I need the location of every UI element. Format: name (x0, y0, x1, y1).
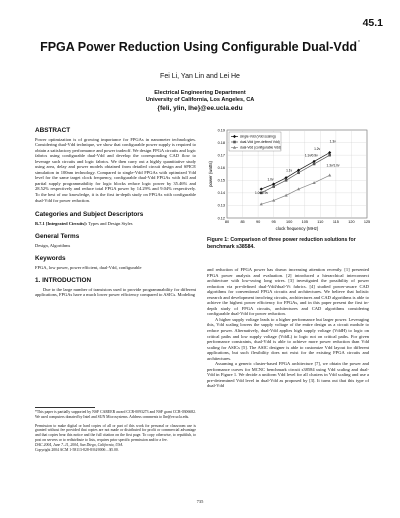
right-paragraph-2: A higher supply voltage leads to a higher performance but larger power. Leveraging this, Vdd scaling lowers the supply voltage of the entire design as a circuit module to reduce power. Alternatively, dual-Vdd applies high supply voltage (VddH) to logic on critical paths and low supply voltage (VddL) to logic not on critical paths. For given performance constraints, dual-Vdd is able to achieve more power reduction than Vdd scaling for ASICs [5]. The ASIC designer is able to customize Vdd layout for different applications, but such flexibility does not exist for the existing FPGA circuits and architectures. (207, 316, 369, 361)
point-annotation: 1.0v/0.9v (255, 191, 268, 196)
x-tick-label: 95 (271, 220, 276, 224)
y-tick-label: 0.13 (217, 203, 225, 208)
abstract-body: Power optimization is of growing importance for FPGAs in nanometer technologies. Considering dual-Vdd technique, we show that configurable power supply is required to obtain a satisfactory performance and power tradeoff. We design FPGA circuits and logic fabrics using configurable dual-Vdd and develop the corresponding CAD flow to leverage such circuits and logic fabrics. We then carry out a highly quantitative study using area, delay and power models obtained from detailed circuit design and SPICE simulation in 100nm technology. Compared to single-Vdd FPGAs with optimized Vdd level for the same target clock frequency, configurable dual-Vdd FPGAs with full and partial supply programmability for logic blocks reduce logic power by 35.46% and 28.52% respectively and reduce total FPGA power by 14.29% and 9.04% respectively. To the best of our knowledge, it is the first in-depth study on FPGAs with configurable dual-Vdd for power reduction. (35, 136, 196, 203)
y-tick-label: 0.16 (217, 166, 225, 171)
legend-label: single-Vdd (Vdd scaling) (240, 134, 276, 139)
x-tick-label: 85 (240, 220, 245, 224)
categories-body (35, 221, 196, 227)
categories-code: B.7.1 [Integrated Circuits]: (35, 220, 88, 226)
data-point (297, 171, 300, 174)
left-column (35, 128, 196, 298)
page-number: 735 (196, 499, 204, 504)
data-point (285, 179, 288, 182)
point-annotation: 1.0v (267, 177, 274, 182)
point-annotation: 1.1v (286, 168, 293, 173)
x-tick-label: 90 (255, 220, 261, 224)
conference-info: DAC 2004, June 7–11, 2004, San Diego, California, USA. (35, 442, 124, 447)
paper-title (0, 40, 400, 54)
y-tick-labels (218, 128, 225, 220)
keywords-heading: Keywords (35, 255, 66, 263)
terms-body: Design, Algorithms (35, 242, 71, 248)
introduction-body: Due to the large number of transistors used to provide programmability for different applications, FPGAs have a much lower power efficiency compared to ASICs. Modeling (35, 286, 196, 298)
title-text: FPGA Power Reduction Using Configurable Dual-Vdd (40, 40, 357, 54)
footnote-rule (35, 407, 95, 408)
footnotes (35, 410, 196, 452)
x-axis-label: clock frequency (MHz) (275, 226, 319, 231)
x-tick-label: 120 (348, 220, 355, 224)
data-point (328, 154, 331, 157)
right-column (207, 267, 369, 389)
chart-legend (229, 132, 281, 151)
y-tick-label: 0.17 (217, 153, 225, 158)
point-annotation: 1.1v/0.9v (304, 153, 318, 158)
affiliation-university: University of California, Los Angeles, CA (145, 97, 255, 104)
data-point (272, 185, 275, 188)
categories-desc: Types and Design Styles (88, 220, 133, 226)
point-annotation: 1.3v/1.0v (326, 163, 340, 168)
y-tick-label: 0.18 (217, 140, 225, 145)
funding-footnote: *This paper is partially supported by NSF CAREER award CCR-0093273 and NSF grant CCR-0306682. We used computers donated by Intel and SUN Microsystems. Address comments to lhe@ee.ucla.edu. (35, 410, 196, 419)
right-paragraph-3: Assuming a generic cluster-based FPGA architecture [7], we obtain the power and performance curves for MCNC benchmark circuit s38584 using Vdd scaling and dual-Vdd in Figure 1. We decide a uniform Vdd level for all clusters in Vdd scaling and use a pre-determined Vdd level in dual-Vdd as proposed by [3]. It turns out that this type of dual-Vdd (207, 361, 369, 389)
x-tick-label: 80 (224, 220, 230, 224)
terms-heading: General Terms (35, 233, 80, 241)
right-paragraph-1: and reduction of FPGA power has drawn increasing attention recently. [1] presented FPGA power analysis and evaluation. [2] introduced a hierarchical interconnect architecture with low-swing long wires. [3] investigated the possibility of power reduction via pre-defined dual-Vdd/dual-Vt fabrics. [4] studied power-aware CAD algorithms for conventional FPGA circuits and architectures. We believe that holistic research and development involving circuits, architectures and CAD algorithms is able to achieve the highest power efficiency for FPGAs, and in this paper present the first in-depth study of FPGA circuits, architectures and CAD algorithms considering configurable dual-Vdd for power reduction. (207, 267, 369, 317)
legend-label: dual-Vdd (pre-defined Vdd) (240, 140, 280, 145)
legend-label: dual-Vdd (configurable Vdd) (240, 145, 282, 150)
y-tick-label: 0.12 (217, 216, 225, 221)
y-tick-label: 0.15 (217, 178, 225, 183)
x-tick-label: 115 (332, 220, 339, 224)
x-tick-label: 125 (363, 220, 371, 224)
introduction-heading: 1. INTRODUCTION (35, 277, 92, 285)
y-axis-label: power (watts) (208, 161, 213, 187)
author-list: Fei Li, Yan Lin and Lei He (160, 73, 240, 80)
point-annotation: 1.2v (314, 147, 321, 152)
copyright-notice: Copyright 2004 ACM 1-58113-828-8/04/0006 ...$5.00. (35, 447, 119, 452)
x-tick-label: 110 (317, 220, 324, 224)
x-tick-labels (225, 220, 370, 224)
keywords-body: FPGA, low power, power efficient, dual-Vdd, configurable (35, 264, 142, 270)
x-tick-label: 105 (301, 220, 308, 224)
figure-1-chart (207, 126, 371, 232)
title-footnote-mark: * (357, 40, 360, 46)
abstract-heading: ABSTRACT (35, 127, 71, 134)
figure-1-caption: Figure 1: Comparison of three power reduction solutions for benchmark s38584. (207, 237, 356, 250)
y-tick-label: 0.19 (217, 128, 225, 133)
affiliation-email: {feli, ylin, lhe}@ee.ucla.edu (157, 104, 243, 112)
categories-heading: Categories and Subject Descriptors (35, 211, 144, 219)
affiliation-department: Electrical Engineering Department (154, 90, 246, 96)
session-number: 45.1 (362, 17, 383, 29)
x-tick-label: 100 (286, 220, 293, 224)
permission-notice: Permission to make digital or hard copies of all or part of this work for personal or classroom use is granted without fee provided that copies are not made or distributed for profit or commercial advantage and that copies bear this notice and the full citation on the first page. To copy otherwise, to republish, to post on servers or to redistribute to lists, requires prior specific permission and/or a fee. (35, 423, 196, 442)
data-point (233, 141, 236, 144)
data-point (313, 163, 316, 166)
point-annotation: 1.3v (329, 139, 336, 144)
y-tick-label: 0.14 (217, 191, 225, 196)
affiliation (0, 90, 400, 112)
